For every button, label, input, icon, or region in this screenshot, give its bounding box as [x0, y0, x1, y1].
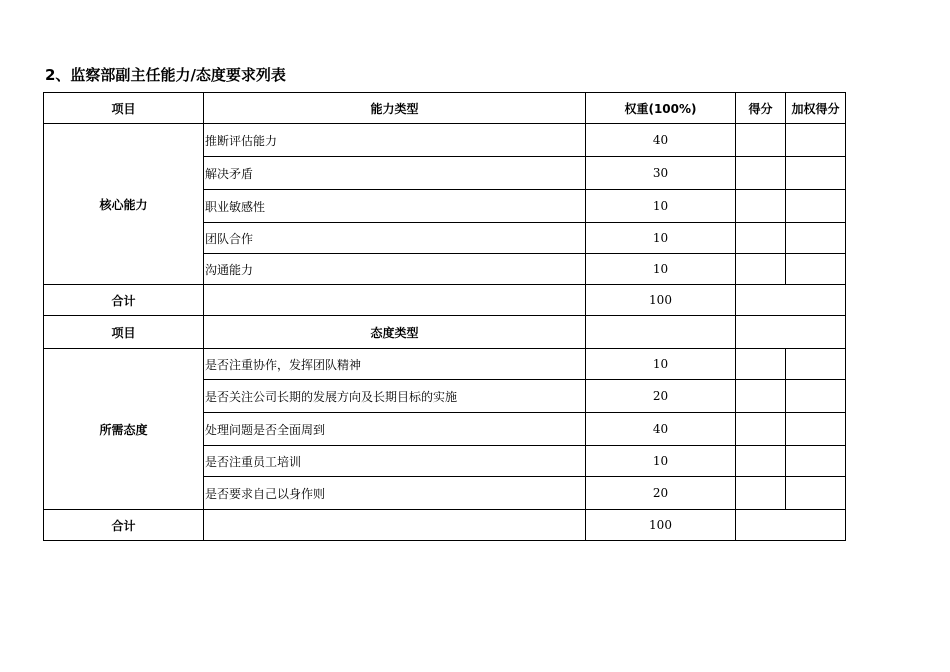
header-weight: 权重(100%) [586, 93, 736, 124]
empty-cell [204, 510, 586, 541]
attitude-total-label: 合计 [44, 510, 204, 541]
weighted-score-cell [786, 413, 846, 446]
ability-name: 团队合作 [204, 223, 586, 254]
attitude-name: 是否要求自己以身作则 [204, 477, 586, 510]
ability-weight: 40 [586, 124, 736, 157]
weighted-score-cell [786, 380, 846, 413]
weighted-score-cell [786, 223, 846, 254]
score-cell [736, 190, 786, 223]
empty-cell [586, 316, 736, 349]
table-row [44, 124, 846, 157]
ability-total-weight: 100 [586, 285, 736, 316]
header-attitude-type: 态度类型 [204, 316, 586, 349]
attitude-weight: 40 [586, 413, 736, 446]
score-cell [736, 124, 786, 157]
empty-cell [736, 510, 846, 541]
requirements-table [43, 92, 846, 541]
weighted-score-cell [786, 349, 846, 380]
table-row [44, 349, 846, 380]
empty-cell [736, 316, 846, 349]
attitude-weight: 10 [586, 349, 736, 380]
attitude-name: 是否注重协作，发挥团队精神 [204, 349, 586, 380]
header-score: 得分 [736, 93, 786, 124]
score-cell [736, 349, 786, 380]
weighted-score-cell [786, 477, 846, 510]
attitude-total-row [44, 510, 846, 541]
attitude-name: 处理问题是否全面周到 [204, 413, 586, 446]
weighted-score-cell [786, 157, 846, 190]
attitude-weight: 20 [586, 380, 736, 413]
ability-name: 沟通能力 [204, 254, 586, 285]
core-ability-group-label: 核心能力 [44, 124, 204, 285]
score-cell [736, 254, 786, 285]
table-header-row [44, 93, 846, 124]
attitude-total-weight: 100 [586, 510, 736, 541]
empty-cell [204, 285, 586, 316]
weighted-score-cell [786, 254, 846, 285]
attitude-weight: 20 [586, 477, 736, 510]
score-cell [736, 223, 786, 254]
score-cell [736, 477, 786, 510]
empty-cell [736, 285, 846, 316]
ability-total-row [44, 285, 846, 316]
header-ability-type: 能力类型 [204, 93, 586, 124]
attitude-name: 是否注重员工培训 [204, 446, 586, 477]
attitude-header-row [44, 316, 846, 349]
ability-weight: 10 [586, 254, 736, 285]
required-attitude-group-label: 所需态度 [44, 349, 204, 510]
header-item: 项目 [44, 93, 204, 124]
attitude-name: 是否关注公司长期的发展方向及长期目标的实施 [204, 380, 586, 413]
ability-weight: 10 [586, 190, 736, 223]
score-cell [736, 380, 786, 413]
ability-name: 职业敏感性 [204, 190, 586, 223]
weighted-score-cell [786, 190, 846, 223]
ability-weight: 10 [586, 223, 736, 254]
header-item-attitude: 项目 [44, 316, 204, 349]
ability-total-label: 合计 [44, 285, 204, 316]
score-cell [736, 157, 786, 190]
score-cell [736, 446, 786, 477]
attitude-weight: 10 [586, 446, 736, 477]
score-cell [736, 413, 786, 446]
header-weighted-score: 加权得分 [786, 93, 846, 124]
page-title: 2、监察部副主任能力/态度要求列表 [45, 66, 286, 84]
ability-name: 推断评估能力 [204, 124, 586, 157]
weighted-score-cell [786, 124, 846, 157]
ability-weight: 30 [586, 157, 736, 190]
weighted-score-cell [786, 446, 846, 477]
ability-name: 解决矛盾 [204, 157, 586, 190]
